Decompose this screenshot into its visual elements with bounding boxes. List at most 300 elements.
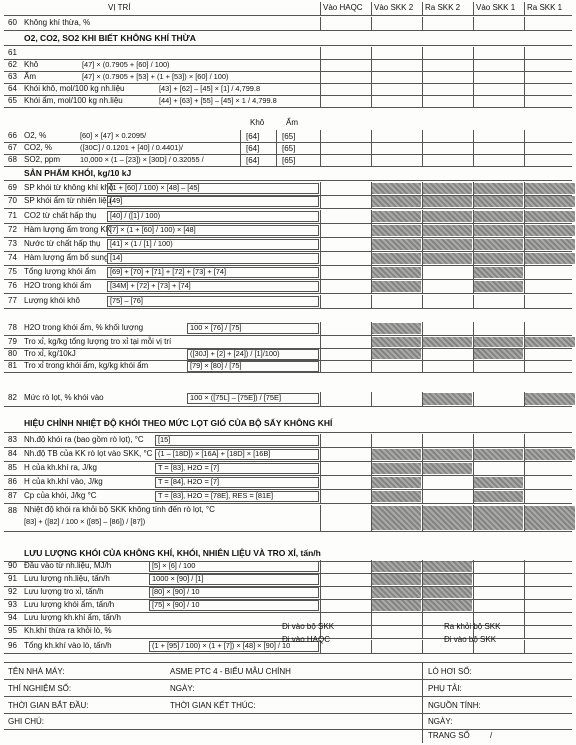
row-number: 70 [8,196,17,205]
column-divider [371,71,372,83]
shaded-cell [474,196,523,207]
row-number: 93 [8,600,17,609]
column-divider [524,573,525,586]
row-number: 83 [8,435,17,444]
row-formula: [75] × [90] / 10 [152,600,200,609]
row-formula: 1000 × [90] / [1] [152,574,204,583]
row-formula: (1 + [60] / 100) × [48] – [45] [110,183,200,192]
row-label: Đầu vào từ nh.liệu, MJ/h [24,561,112,570]
shaded-cell [474,349,523,359]
column-divider [524,295,525,308]
shaded-cell [474,239,523,250]
shaded-cell [372,349,421,359]
column-divider [371,640,372,653]
row-label: Lưu lượng kh.khí ẩm, tấn/h [24,613,121,622]
shaded-cell [423,239,472,250]
shaded-cell [423,600,472,611]
formula-box [149,561,319,572]
shaded-cell [423,561,472,572]
row-label: Hàm lượng ẩm bổ sung [24,253,109,262]
page-separator: / [490,731,493,740]
formula-box [187,323,319,334]
shaded-cell [525,211,575,222]
ref-kho: [64] [246,132,260,141]
formula-box [107,183,319,194]
shaded-cell [474,506,523,530]
column-divider [524,280,525,293]
column-divider [473,560,474,573]
footer-field: NGÀY: [428,717,453,726]
shaded-cell [372,281,421,292]
row-number: 87 [8,491,17,500]
subheader-row [4,118,572,129]
footer-field: THỜI GIAN BẮT ĐẦU: [8,701,89,710]
column-divider [473,83,474,95]
subheader-am: Ẩm [286,118,298,127]
shaded-cell [474,267,523,278]
section-header [4,167,572,181]
column-divider [524,462,525,475]
column-divider [320,182,321,195]
column-divider [422,640,423,653]
row-formula: [83] + ([82] / 100 × ([85] – [86]) / [87]) [24,517,146,526]
column-divider [473,59,474,71]
footer-field: TRANG SỐ [428,731,470,740]
column-divider [524,640,525,653]
shaded-cell [423,449,472,460]
row-label: Mức rò lọt, % khói vào [24,393,104,402]
row-formula: T = [83], H2O = [78E], RES = [81E] [158,491,274,500]
row-number: 94 [8,613,17,622]
shaded-cell [474,211,523,222]
row-label: H của kh.khí vào, J/kg [24,477,103,486]
row-label: Nh.độ khói ra (bao gồm rò lọt), °C [24,435,144,444]
section-title: LƯU LƯỢNG KHÓI CỦA KHÔNG KHÍ, KHÓI, NHIÊN LIỆU VÀ TRO XỈ, tấn/h [24,548,321,558]
table-row [4,360,572,373]
column-divider [422,71,423,83]
shaded-cell [525,449,575,460]
column-divider [371,295,372,308]
column-header: Vào HAQC [323,3,363,12]
row-number: 79 [8,337,17,346]
column-divider [422,154,423,166]
formula-box [155,491,319,502]
row-label: Nhiệt độ khói ra khỏi bộ SKK không tính đến rò lọt, °C [24,505,215,514]
row-formula: T = [83], H2O = [7] [158,463,220,472]
row-number: 71 [8,211,17,220]
shaded-cell [474,477,523,488]
shaded-cell [372,600,421,611]
shaded-cell [423,225,472,236]
row-formula: ([30C] / 0.1201 + [40] / 0.4401)/ [80,143,183,152]
column-divider [422,348,423,360]
formula-box [107,253,319,264]
column-divider [524,322,525,335]
formula-box [187,393,319,404]
row-number: 72 [8,225,17,234]
shaded-cell [372,449,421,460]
shaded-cell [423,196,472,207]
row-label: Khô [24,60,39,69]
footer-line [4,713,572,714]
column-divider [371,625,372,638]
shaded-cell [372,225,421,236]
column-divider [371,154,372,166]
column-divider [320,59,321,71]
table-row [4,599,572,613]
row-label: Tổng kh.khí vào lò, tấn/h [24,641,112,650]
footer-field: LÒ HƠI SỐ: [428,667,472,676]
row-label: O2, % [24,131,47,140]
column-divider [320,348,321,360]
row-label: CO2, % [24,143,53,152]
row-number: 74 [8,253,17,262]
side-note: Đi vào bộ SKK [444,635,497,644]
column-divider [473,586,474,599]
shaded-cell [372,211,421,222]
column-divider [473,17,474,30]
column-divider [422,47,423,59]
column-divider [371,392,372,406]
shaded-cell [372,574,421,585]
row-formula: [41] × (1 / [1] / 100) [110,239,173,248]
column-divider [371,59,372,71]
column-divider [422,2,423,15]
row-number: 63 [8,72,17,81]
formula-box [155,449,319,460]
table-row [4,266,572,280]
column-divider [320,505,321,531]
formula-box [155,435,319,446]
column-divider [320,476,321,489]
row-number: 90 [8,561,17,570]
column-divider [422,434,423,447]
row-formula: 100 × ([75L] – [75E]) / [75E] [190,393,282,402]
column-divider [371,17,372,30]
column-divider [524,17,525,30]
column-divider [524,599,525,612]
header-row [4,2,572,16]
column-divider [473,130,474,142]
table-row [4,182,572,196]
row-number: 92 [8,587,17,596]
column-divider [320,154,321,166]
row-label: Nh.độ TB của KK rò lọt vào SKK, °C [24,449,153,458]
row-label: Tro xỉ, kg/10kJ [24,349,76,358]
column-divider [320,17,321,30]
table-row [4,490,572,504]
table-row [4,573,572,587]
ref-divider [276,154,277,166]
shaded-cell [525,393,575,405]
row-label: H của kh.khí ra, J/kg [24,463,97,472]
column-divider [422,625,423,638]
row-number: 69 [8,183,17,192]
column-divider [422,95,423,107]
table-row [4,560,572,574]
column-divider [422,266,423,279]
shaded-cell [423,393,472,405]
column-divider [371,612,372,625]
column-divider [422,322,423,335]
row-number: 84 [8,449,17,458]
table-row [4,95,572,108]
row-label: Tro xỉ, kg/kg tổng lượng tro xỉ tại mỗi vị trí [24,337,172,346]
subheader-kho: Khô [250,118,265,127]
footer-field: TÊN NHÀ MÁY: [8,667,65,676]
column-divider [524,95,525,107]
column-divider [320,224,321,237]
column-divider [320,322,321,335]
column-divider [524,360,525,372]
shaded-cell [474,449,523,460]
formula-box [107,239,319,250]
shaded-cell [423,253,472,264]
column-divider [320,2,321,15]
row-number: 60 [8,18,17,27]
table-row [4,476,572,490]
row-formula: [40] / ([1] / 100) [110,211,161,220]
table-row [4,17,572,31]
row-label: SO2, ppm [24,155,61,164]
table-row [4,252,572,266]
row-label: Cp của khói, J/kg °C [24,491,97,500]
row-label: Lưu lượng khói ẩm, tấn/h [24,600,115,609]
shaded-cell [525,196,575,207]
shaded-cell [372,477,421,488]
footer-line [4,729,572,730]
ref-am: [65] [282,144,296,153]
column-divider [320,599,321,612]
column-divider [524,625,525,638]
formula-box [107,296,319,307]
footer-block [4,662,572,743]
side-note: Đi vào HAQC [282,635,331,644]
shaded-cell [372,267,421,278]
column-divider [422,83,423,95]
formula-box [107,267,319,278]
section-title: SẢN PHẨM KHÓI, kg/10 kJ [24,168,132,178]
column-divider [524,490,525,503]
table-row [4,448,572,462]
column-divider [524,47,525,59]
row-label: Lưu lượng nh.liệu, tấn/h [24,574,110,583]
row-number: 67 [8,143,17,152]
column-divider [320,336,321,348]
column-divider [422,130,423,142]
column-divider [422,142,423,154]
column-divider [320,434,321,447]
row-formula: [75] – [76] [110,296,143,305]
footer-field: PHỤ TẢI: [428,684,462,693]
column-divider [422,360,423,372]
shaded-cell [372,239,421,250]
column-divider [524,154,525,166]
row-number: 91 [8,574,17,583]
column-divider [422,295,423,308]
footer-field: NGUỒN TÍNH: [428,701,481,710]
column-divider [320,392,321,406]
ref-divider [276,130,277,142]
formula-box [155,477,319,488]
formula-box [107,281,319,292]
section-header [4,32,572,46]
shaded-cell [423,587,472,598]
section-title: HIỆU CHỈNH NHIỆT ĐỘ KHÓI THEO MỨC LỌT GIÓ CỦA BỘ SẤY KHÔNG KHÍ [24,418,333,428]
column-divider [524,434,525,447]
row-label: Ẩm [24,72,36,81]
shaded-cell [372,463,421,474]
footer-line [4,679,572,680]
side-note: Ra khỏi bộ SKK [444,622,501,631]
footer-field: THỜI GIAN KẾT THÚC: [170,701,256,710]
row-label: Tro xỉ trong khói ẩm, kg/kg khói ẩm [24,361,149,370]
table-row [4,280,572,294]
column-divider [320,560,321,573]
column-divider [422,612,423,625]
table-row [4,322,572,336]
ref-divider [240,154,241,166]
shaded-cell [474,491,523,502]
column-divider [371,142,372,154]
ref-divider [240,130,241,142]
ref-divider [276,142,277,154]
row-number: 66 [8,131,17,140]
column-divider [524,59,525,71]
footer-field: NGÀY: [170,684,195,693]
column-divider [320,295,321,308]
column-divider [524,586,525,599]
footer-field: GHI CHÚ: [8,717,44,726]
column-divider [320,130,321,142]
column-header: Ra SKK 2 [425,3,461,12]
table-row [4,210,572,224]
row-formula: [15] [158,435,171,444]
column-divider [524,612,525,625]
row-label: Tổng lượng khói ẩm [24,267,96,276]
column-divider [473,71,474,83]
table-row [4,434,572,448]
row-label: SP khói ẩm từ nhiên liệu [24,196,112,205]
column-divider [371,360,372,372]
row-label: H2O trong khói ẩm [24,281,92,290]
row-number: 96 [8,641,17,650]
row-formula: [47] × (0.7905 + [53] + (1 + [53]) × [60] / 100) [82,72,229,81]
column-divider [524,142,525,154]
row-label: Kh.khí thừa ra khỏi lò, % [24,626,112,635]
shaded-cell [372,196,421,207]
table-row [4,195,572,209]
column-divider [524,83,525,95]
column-divider [473,462,474,475]
column-divider [422,280,423,293]
footer-field: THÍ NGHIỆM SỐ: [8,684,72,693]
shaded-cell [474,337,523,347]
ref-am: [65] [282,156,296,165]
ref-kho: [64] [246,144,260,153]
shaded-cell [525,253,575,264]
row-formula: [7] × (1 + [60] / 100) × [48] [110,225,196,234]
shaded-cell [525,239,575,250]
formula-box [107,211,319,222]
row-label: Lượng khói khô [24,296,80,305]
row-formula: (1 + [95] / 100) × (1 + [7]) × [48] × [90] / 10 [152,641,291,650]
row-number: 75 [8,267,17,276]
footer-line [4,696,572,697]
column-divider [473,322,474,335]
formula-box [187,361,319,372]
column-divider [473,434,474,447]
column-divider [422,17,423,30]
footer-field: ASME PTC 4 - BIỂU MẪU CHÍNH [170,667,291,676]
ref-kho: [64] [246,156,260,165]
column-divider [473,295,474,308]
row-formula: [43] + [62] – [45] × [1] / 4,799.8 [159,84,261,93]
row-number: 77 [8,296,17,305]
row-formula: [34M] + [72] + [73] + [74] [110,281,191,290]
column-divider [524,476,525,489]
row-formula: [5] × [6] / 100 [152,561,196,570]
shaded-cell [372,506,421,530]
column-divider [320,195,321,208]
header-title: VỊ TRÍ [108,3,131,12]
column-divider [371,95,372,107]
row-label: CO2 từ chất hấp thụ [24,211,97,220]
row-number: 76 [8,281,17,290]
shaded-cell [525,337,575,347]
row-number: 86 [8,477,17,486]
row-number: 64 [8,84,17,93]
row-number: 85 [8,463,17,472]
formula-box [107,225,319,236]
shaded-cell [474,253,523,264]
table-row [4,392,572,407]
row-label: H2O trong khói ẩm, % khối lượng [24,323,144,332]
row-formula: 100 × [76] / [75] [190,323,242,332]
row-number: 80 [8,349,17,358]
column-divider [473,573,474,586]
table-row [4,224,572,238]
column-header: Vào SKK 2 [374,3,414,12]
column-divider [473,360,474,372]
shaded-cell [423,183,472,194]
column-divider [524,71,525,83]
row-formula: [49] [110,196,123,205]
column-divider [371,47,372,59]
row-number: 78 [8,323,17,332]
column-divider [473,2,474,15]
shaded-cell [423,574,472,585]
column-divider [473,392,474,406]
column-divider [473,95,474,107]
row-number: 95 [8,626,17,635]
row-label: Khói khô, mol/100 kg nh.liệu [24,84,125,93]
row-formula: ([30J] + [2] + [24]) / [1]/100) [190,349,280,358]
column-divider [524,130,525,142]
table-row [4,505,572,532]
formula-box [107,196,319,207]
column-divider [473,47,474,59]
column-divider [320,252,321,265]
row-number: 65 [8,96,17,105]
row-label: SP khói từ không khí khô [24,183,114,192]
row-formula: (1 – [18D]) × [16A] + [18D] × [16B] [158,449,271,458]
ref-am: [65] [282,132,296,141]
column-divider [320,83,321,95]
row-formula: [60] × [47] × 0.2095/ [80,131,147,140]
formula-box [187,349,319,360]
section-title: O2, CO2, SO2 KHI BIẾT KHÔNG KHÍ THỪA [24,33,196,43]
